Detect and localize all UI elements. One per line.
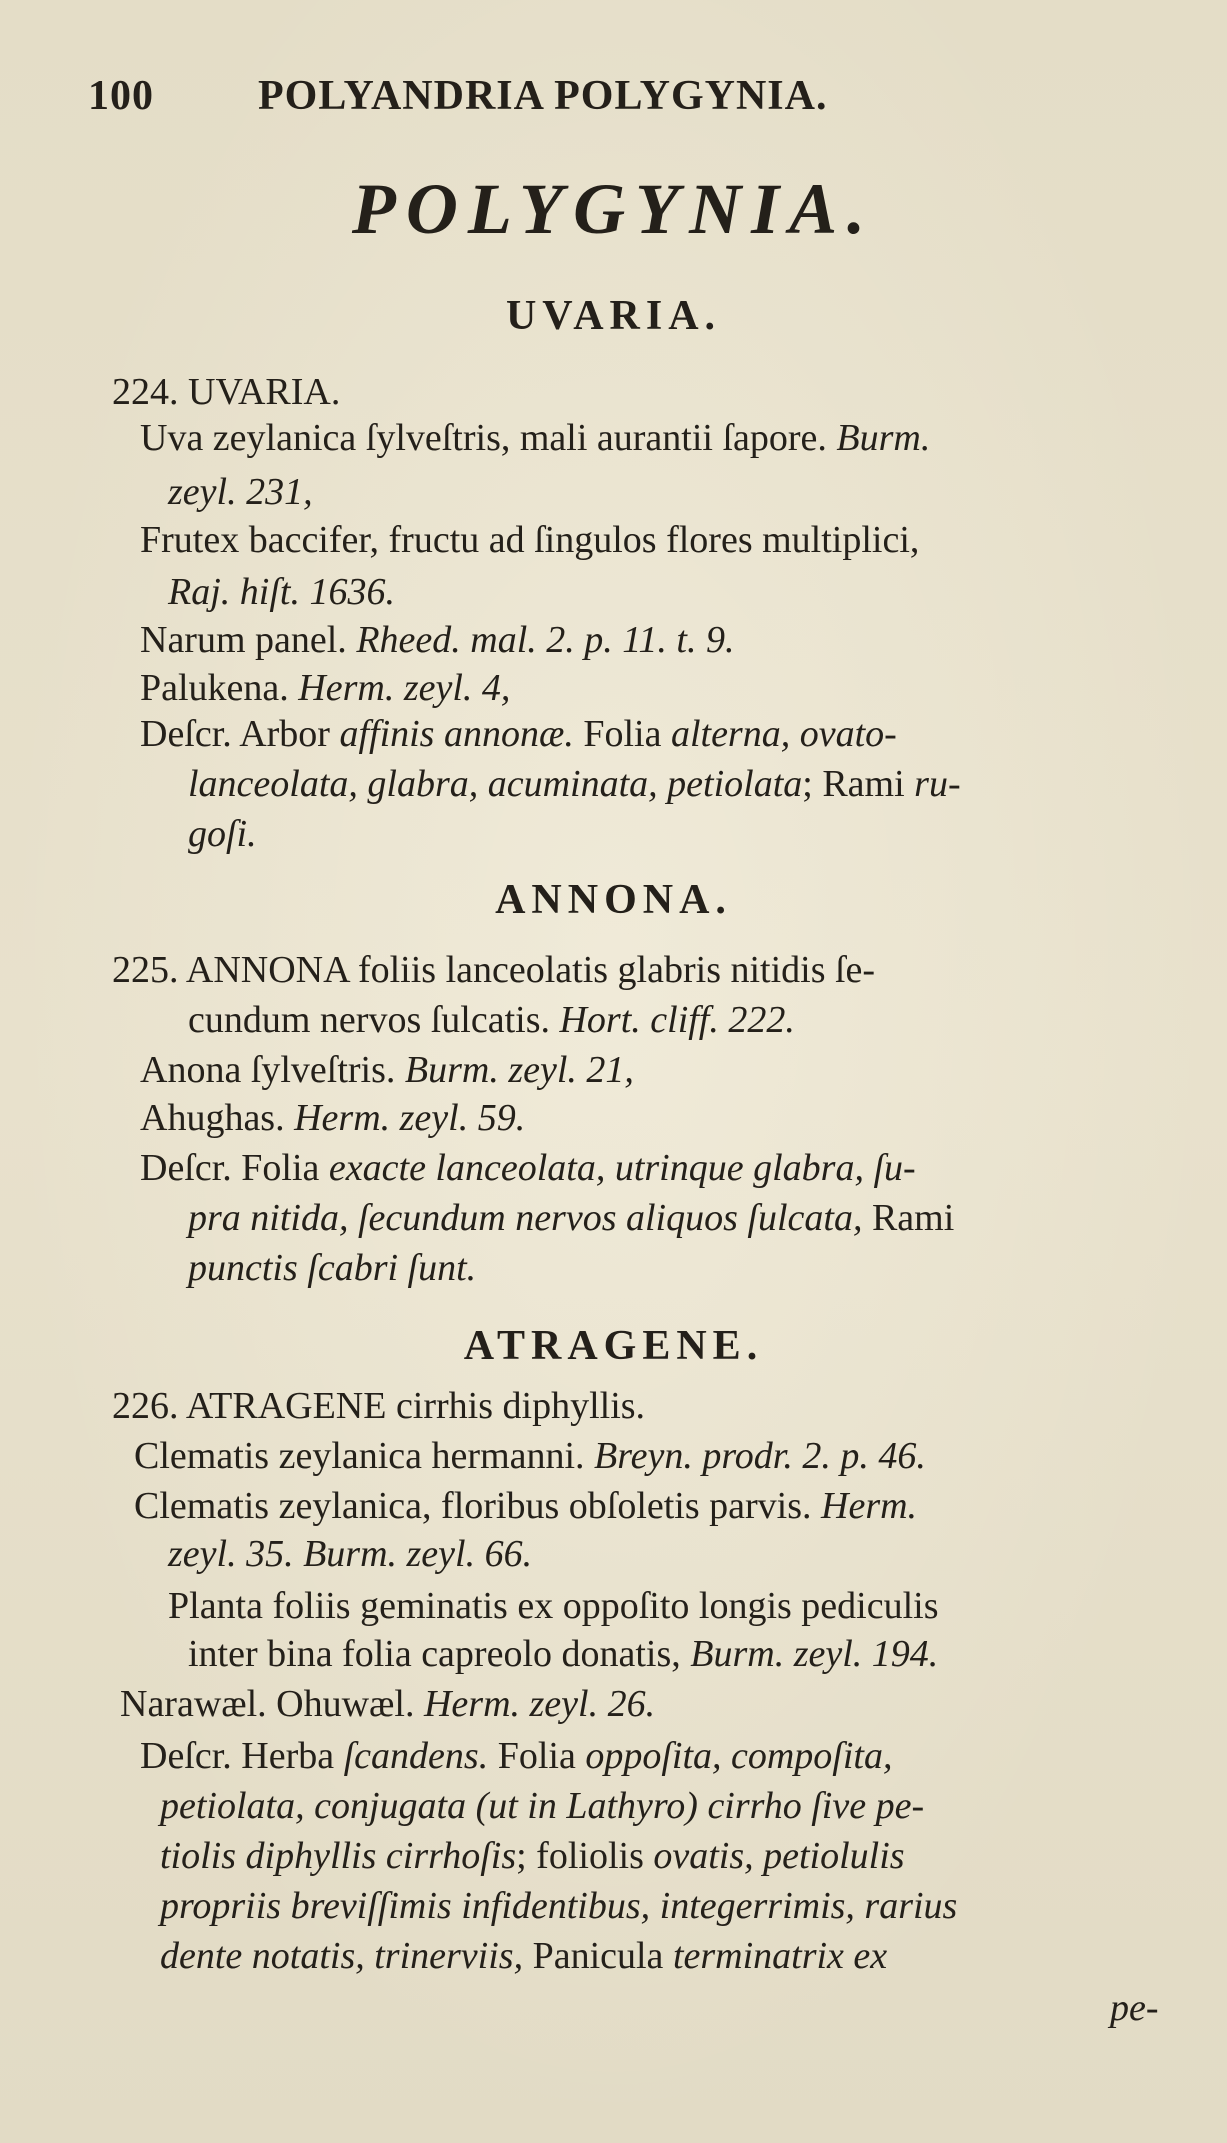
roman-text: cundum nervos ſulcatis. [188, 999, 560, 1041]
annona-text-line [188, 1246, 476, 1290]
atragene-text-line [1110, 1986, 1159, 2030]
annona-text-line [140, 1096, 525, 1140]
atragene-text-line [160, 1884, 957, 1928]
italic-text: tiolis diphyllis cirrhoſis [160, 1835, 517, 1877]
atragene-text-line [168, 1584, 938, 1628]
roman-text: ; Rami [802, 763, 915, 805]
roman-text: Narum panel. [140, 619, 357, 661]
italic-text: Rheed. mal. 2. p. 11. t. 9. [356, 619, 735, 661]
italic-text: terminatrix ex [672, 1935, 888, 1977]
roman-text: ; foliolis [516, 1835, 654, 1877]
uvaria-text-line [140, 618, 735, 662]
roman-text: Deſcr. Herba [140, 1735, 344, 1777]
uvaria-text-line [168, 470, 313, 514]
italic-text: propriis breviſſimis infidentibus, integerrimis, rarius [160, 1885, 958, 1927]
italic-text: pe- [1110, 1987, 1159, 2029]
genus-heading-uvaria: UVARIA. [505, 293, 722, 339]
roman-text: Ahughas. [140, 1097, 295, 1139]
italic-text: zeyl. 35. Burm. zeyl. 66. [168, 1533, 533, 1575]
italic-text: Herm. zeyl. 59. [294, 1097, 526, 1139]
italic-text: zeyl. 231, [168, 471, 313, 513]
uvaria-text-line [140, 712, 897, 756]
atragene-text-line [120, 1682, 655, 1726]
roman-text: Rami [862, 1197, 955, 1239]
roman-text: Deſcr. Arbor [140, 713, 340, 755]
italic-text: goſi. [188, 813, 257, 855]
roman-text: Clematis zeylanica, floribus obſoletis parvis. [134, 1485, 822, 1527]
italic-text: ſcandens. [343, 1735, 489, 1777]
atragene-text-line [168, 1532, 532, 1576]
annona-text-line [188, 998, 795, 1042]
italic-text: lanceolata, glabra, acuminata, petiolata [188, 763, 803, 805]
roman-text: Narawæl. Ohuwæl. [120, 1683, 424, 1725]
roman-text: Deſcr. Folia [140, 1147, 329, 1189]
roman-text: Frutex baccifer, fructu ad ſingulos flores multiplici, [140, 519, 920, 561]
atragene-text-line [188, 1632, 938, 1676]
roman-text: Anona ſylveſtris. [140, 1049, 405, 1091]
italic-text: punctis ſcabri ſunt. [188, 1247, 477, 1289]
annona-text-line [140, 1146, 916, 1190]
roman-text: inter bina folia capreolo donatis, [188, 1633, 691, 1675]
running-head-title: POLYANDRIA POLYGYNIA. [258, 73, 828, 119]
genus-heading-annona: ANNONA. [495, 877, 732, 923]
roman-text: 226. ATRAGENE cirrhis diphyllis. [112, 1385, 646, 1427]
italic-text: ovatis, petiolulis [653, 1835, 905, 1877]
annona-text-line [188, 1196, 954, 1240]
atragene-text-line [112, 1384, 645, 1428]
italic-text: dente notatis, trinerviis, [160, 1935, 524, 1977]
italic-text: Herm. zeyl. 4, [298, 667, 511, 709]
uvaria-text-line [140, 518, 919, 562]
uvaria-text-line [112, 370, 340, 414]
roman-text: Folia [573, 713, 671, 755]
italic-text: Burm. [836, 417, 931, 459]
roman-text: Panicula [523, 1935, 673, 1977]
genus-heading-atragene: ATRAGENE. [463, 1323, 764, 1369]
italic-text: Hort. cliff. 222. [559, 999, 795, 1041]
atragene-text-line [160, 1784, 924, 1828]
roman-text: Clematis zeylanica hermanni. [134, 1435, 595, 1477]
section-title: POLYGYNIA. [351, 169, 876, 249]
annona-text-line [140, 1048, 634, 1092]
italic-text: alterna, ovato- [670, 713, 897, 755]
running-head [88, 72, 827, 120]
italic-text: Burm. zeyl. 194. [690, 1633, 939, 1675]
italic-text: Raj. hiſt. 1636. [168, 571, 395, 613]
uvaria-text-line [188, 812, 257, 856]
atragene-text-line [160, 1834, 905, 1878]
roman-text: Planta foliis geminatis ex oppoſito longis pediculis [168, 1585, 939, 1627]
atragene-text-line [134, 1434, 926, 1478]
uvaria-text-line [140, 416, 930, 460]
atragene-text-line [140, 1734, 892, 1778]
page-number: 100 [88, 73, 154, 119]
italic-text: petiolata, conjugata (ut in Lathyro) cirrho ſive pe- [160, 1785, 925, 1827]
italic-text: ru- [914, 763, 961, 805]
italic-text: Herm. [821, 1485, 918, 1527]
italic-text: affinis annonæ. [339, 713, 574, 755]
roman-text: Uva zeylanica ſylveſtris, mali aurantii ſapore. [140, 417, 837, 459]
atragene-text-line [134, 1484, 917, 1528]
annona-text-line [112, 948, 875, 992]
uvaria-text-line [188, 762, 961, 806]
roman-text: 225. ANNONA foliis lanceolatis glabris nitidis ſe- [112, 949, 876, 991]
italic-text: exacte lanceolata, utrinque glabra, ſu- [328, 1147, 916, 1189]
italic-text: Herm. zeyl. 26. [423, 1683, 656, 1725]
uvaria-text-line [140, 666, 510, 710]
italic-text: pra nitida, ſecundum nervos aliquos ſulcata, [188, 1197, 863, 1239]
italic-text: oppoſita, compoſita, [585, 1735, 893, 1777]
italic-text: Burm. zeyl. 21, [404, 1049, 634, 1091]
atragene-text-line [160, 1934, 887, 1978]
uvaria-text-line [168, 570, 395, 614]
roman-text: Folia [488, 1735, 586, 1777]
roman-text: Palukena. [140, 667, 299, 709]
roman-text: 224. UVARIA. [112, 371, 341, 413]
italic-text: Breyn. prodr. 2. p. 46. [594, 1435, 926, 1477]
